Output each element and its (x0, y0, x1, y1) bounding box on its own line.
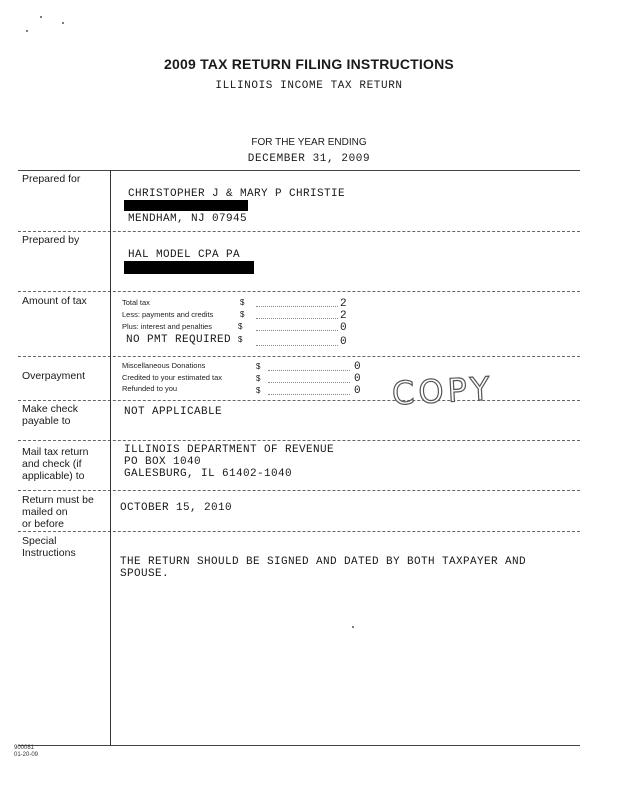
no-payment-required-label: NO PMT REQUIRED (126, 334, 232, 346)
mail-to-label-line3: applicable) to (22, 470, 85, 482)
refunded-dots (268, 394, 350, 395)
make-check-label-line1: Make check (22, 403, 79, 415)
payments-credits-currency: $ (240, 310, 245, 319)
special-label-line2: Instructions (22, 547, 76, 559)
row-divider (18, 531, 580, 532)
refunded-currency: $ (256, 386, 261, 395)
mail-to-label-line2: and check (if (22, 458, 82, 470)
form-code: 900081 (14, 745, 35, 751)
overpayment-label: Overpayment (22, 370, 86, 382)
prepared-for-city: MENDHAM, NJ 07945 (128, 213, 248, 225)
total-tax-label: Total tax (122, 298, 150, 307)
no-payment-value: 0 (340, 336, 347, 348)
row-divider (18, 291, 580, 292)
scan-speck (352, 626, 354, 628)
total-tax-value: 2 (340, 298, 347, 310)
interest-penalties-value: 0 (340, 322, 347, 334)
total-tax-currency: $ (240, 298, 245, 307)
scan-speck (62, 22, 64, 24)
misc-donations-value: 0 (354, 361, 361, 373)
year-ending-label: FOR THE YEAR ENDING (251, 137, 367, 148)
credited-estimated-value: 0 (354, 373, 361, 385)
row-divider (18, 490, 580, 491)
mail-to-line2: PO BOX 1040 (124, 456, 202, 468)
prepared-for-name: CHRISTOPHER J & MARY P CHRISTIE (128, 188, 346, 200)
credited-estimated-currency: $ (256, 374, 261, 383)
redaction-bar (124, 200, 248, 211)
due-date-label-line2: mailed on (22, 506, 68, 518)
copy-stamp: COPY (391, 369, 495, 413)
total-tax-dots (256, 306, 338, 307)
mail-to-label-line1: Mail tax return (22, 446, 89, 458)
make-check-value: NOT APPLICABLE (124, 406, 223, 418)
row-divider (18, 231, 580, 232)
year-ending-value: DECEMBER 31, 2009 (247, 153, 371, 165)
scan-speck (26, 30, 28, 32)
prepared-by-label: Prepared by (22, 234, 80, 246)
row-divider (18, 440, 580, 441)
due-date-label-line1: Return must be (22, 494, 94, 506)
prepared-for-label: Prepared for (22, 173, 81, 185)
interest-penalties-dots (256, 330, 338, 331)
interest-penalties-currency: $ (238, 322, 243, 331)
interest-penalties-label: Plus: interest and penalties (122, 322, 213, 331)
mail-to-line1: ILLINOIS DEPARTMENT OF REVENUE (124, 444, 335, 456)
payments-credits-label: Less: payments and credits (122, 310, 214, 319)
form-date: 01-20-09 (14, 752, 39, 758)
payments-credits-value: 2 (340, 310, 347, 322)
refunded-value: 0 (354, 385, 361, 397)
no-payment-dots (256, 345, 338, 346)
misc-donations-dots (268, 370, 350, 371)
page-subtitle: ILLINOIS INCOME TAX RETURN (215, 80, 403, 92)
mail-to-line3: GALESBURG, IL 61402-1040 (124, 468, 293, 480)
prepared-by-name: HAL MODEL CPA PA (128, 249, 241, 261)
make-check-label-line2: payable to (22, 415, 71, 427)
column-divider (110, 170, 111, 745)
credited-estimated-dots (268, 382, 350, 383)
bottom-border (18, 745, 580, 746)
no-payment-currency: $ (238, 335, 243, 344)
payments-credits-dots (256, 318, 338, 319)
misc-donations-label: Miscellaneous Donations (122, 361, 206, 370)
special-instructions-line2: SPOUSE. (120, 568, 170, 580)
scan-speck (40, 16, 42, 18)
redaction-bar (124, 261, 254, 274)
due-date-value: OCTOBER 15, 2010 (120, 502, 233, 514)
special-label-line1: Special (22, 535, 57, 547)
amount-of-tax-label: Amount of tax (22, 295, 87, 307)
row-divider (18, 400, 580, 401)
due-date-label-line3: or before (22, 518, 65, 530)
row-divider (18, 356, 580, 357)
misc-donations-currency: $ (256, 362, 261, 371)
refunded-label: Refunded to you (122, 384, 178, 393)
row-divider (18, 170, 580, 171)
page-title: 2009 TAX RETURN FILING INSTRUCTIONS (164, 56, 454, 72)
credited-estimated-label: Credited to your estimated tax (122, 373, 223, 382)
special-instructions-line1: THE RETURN SHOULD BE SIGNED AND DATED BY BOTH TAXPAYER AND (120, 556, 527, 568)
